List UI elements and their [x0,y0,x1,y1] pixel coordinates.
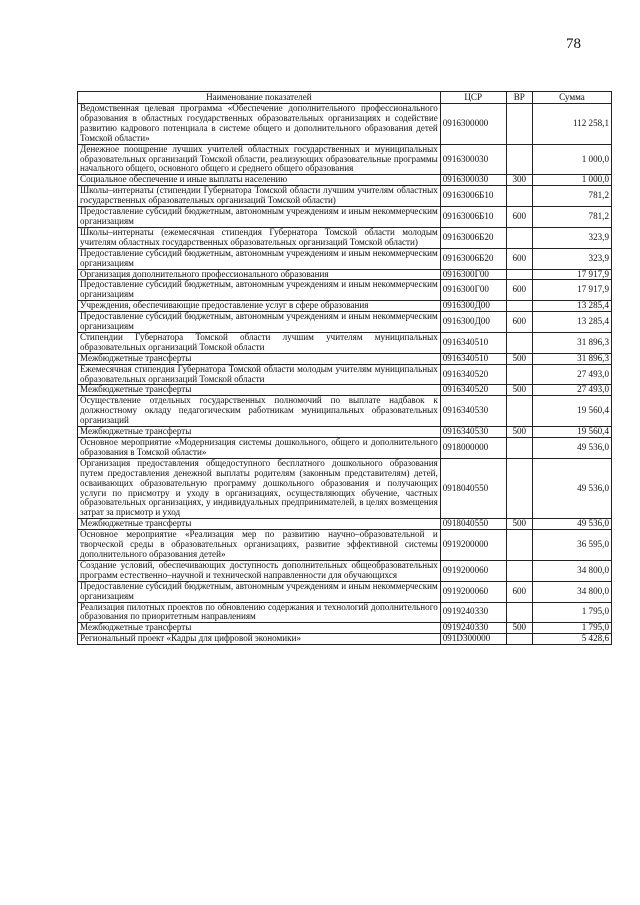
table-row [78,332,612,353]
row-vr-cell: 500 [506,623,532,634]
row-name-cell: Предоставление субсидий бюджетным, автономным учреждениям и иным некоммерческим организациям [78,207,441,228]
row-csr-cell: 0918040550 [440,458,506,518]
row-vr-cell [506,364,532,385]
row-name-cell: Межбюджетные трансферты [78,353,441,364]
row-vr-cell: 600 [506,207,532,228]
row-csr-cell: 09163006Б10 [440,207,506,228]
row-csr-cell: 0916300000 [440,104,506,145]
row-sum-cell: 27 493,0 [532,385,611,396]
row-name-cell: Учреждения, обеспечивающие предоставление услуг в сфере образования [78,301,441,312]
row-sum-cell: 31 896,3 [532,353,611,364]
row-sum-cell: 323,9 [532,248,611,269]
row-vr-cell [506,560,532,581]
row-sum-cell: 781,2 [532,186,611,207]
table-row [78,144,612,175]
table-row [78,581,612,602]
row-vr-cell [506,227,532,248]
row-vr-cell [506,144,532,175]
table-row [78,602,612,623]
row-sum-cell: 323,9 [532,227,611,248]
row-vr-cell [506,301,532,312]
row-sum-cell: 112 258,1 [532,104,611,145]
row-name-cell: Ведомственная целевая программа «Обеспечение дополнительного профессионального образования в областных государственных образовательных организациях и содействие развитию кадрового потенциала в системе общего и дополнительного образования детей Томской области» [78,104,441,145]
table-header-row [78,92,612,104]
row-csr-cell: 0916340530 [440,396,506,427]
header-vr: ВР [506,92,532,104]
row-csr-cell: 0919200060 [440,581,506,602]
row-sum-cell: 781,2 [532,207,611,228]
row-sum-cell: 34 800,0 [532,560,611,581]
row-csr-cell: 0916340510 [440,332,506,353]
row-vr-cell: 500 [506,353,532,364]
table-row [78,427,612,438]
row-name-cell: Межбюджетные трансферты [78,623,441,634]
table-row [78,396,612,427]
row-name-cell: Ежемесячная стипендия Губернатора Томской области молодым учителям муниципальных образовательных организаций Томской области [78,364,441,385]
row-vr-cell: 300 [506,175,532,186]
table-row [78,207,612,228]
row-csr-cell: 0918000000 [440,438,506,459]
table-row [78,438,612,459]
row-vr-cell [506,530,532,561]
table-row [78,458,612,518]
row-vr-cell [506,186,532,207]
row-sum-cell: 1 795,0 [532,623,611,634]
row-sum-cell: 19 560,4 [532,396,611,427]
row-sum-cell: 13 285,4 [532,312,611,333]
row-name-cell: Осуществление отдельных государственных полномочий по выплате надбавок к должностному окладу педагогическим работникам муниципальных образовательных организаций [78,396,441,427]
table-row [78,519,612,530]
row-csr-cell: 091D300000 [440,634,506,645]
table-row [78,560,612,581]
table-row [78,227,612,248]
row-name-cell: Школы–интернаты (стипендии Губернатора Томской области лучшим учителям областных государственных образовательных организаций Томской области) [78,186,441,207]
row-vr-cell [506,104,532,145]
page-number: 78 [566,36,581,52]
table-row [78,385,612,396]
row-csr-cell: 0916340520 [440,385,506,396]
row-vr-cell [506,458,532,518]
table-row [78,353,612,364]
budget-table [77,91,612,645]
row-vr-cell [506,634,532,645]
row-sum-cell: 17 917,9 [532,280,611,301]
row-vr-cell [506,438,532,459]
row-name-cell: Организация предоставления общедоступного бесплатного дошкольного образования путем предоставления денежной выплаты родителям (законным представителям) детей, осваивающих образовательную программу дошкольного образования и получающих услуги по присмотру и уходу в организациях, осуществляющих обучение, частных образовательных организациях, у индивидуальных предпринимателей, в целях возмещения затрат за присмотр и уход [78,458,441,518]
row-csr-cell: 09163006Б20 [440,227,506,248]
row-name-cell: Школы–интернаты (ежемесячная стипендия Губернатора Томской области молодым учителям областных государственных образовательных организаций Томской области) [78,227,441,248]
row-csr-cell: 0919240330 [440,623,506,634]
table-row [78,104,612,145]
row-name-cell: Основное мероприятие «Модернизация системы дошкольного, общего и дополнительного образования в Томской области» [78,438,441,459]
row-name-cell: Предоставление субсидий бюджетным, автономным учреждениям и иным некоммерческим организациям [78,280,441,301]
table-row [78,301,612,312]
row-csr-cell: 0919200060 [440,560,506,581]
row-csr-cell: 0916300030 [440,144,506,175]
table-row [78,248,612,269]
row-vr-cell: 500 [506,385,532,396]
row-sum-cell: 17 917,9 [532,269,611,280]
row-csr-cell: 0916300Г00 [440,280,506,301]
row-sum-cell: 34 800,0 [532,581,611,602]
row-sum-cell: 13 285,4 [532,301,611,312]
table-row [78,623,612,634]
row-csr-cell: 09163006Б10 [440,186,506,207]
row-csr-cell: 0919240330 [440,602,506,623]
row-name-cell: Региональный проект «Кадры для цифровой экономики» [78,634,441,645]
row-name-cell: Предоставление субсидий бюджетным, автономным учреждениям и иным некоммерческим организациям [78,581,441,602]
table-body [78,104,612,645]
row-csr-cell: 0916340530 [440,427,506,438]
row-name-cell: Создание условий, обеспечивающих доступность дополнительных общеобразовательных программ естественно–научной и технической направленности для обучающихся [78,560,441,581]
row-csr-cell: 0918040550 [440,519,506,530]
row-vr-cell [506,602,532,623]
row-vr-cell: 500 [506,519,532,530]
row-vr-cell: 600 [506,312,532,333]
row-sum-cell: 27 493,0 [532,364,611,385]
row-sum-cell: 5 428,6 [532,634,611,645]
table-row [78,269,612,280]
row-csr-cell: 0916300Д00 [440,301,506,312]
row-vr-cell [506,269,532,280]
row-sum-cell: 1 795,0 [532,602,611,623]
table-row [78,280,612,301]
row-vr-cell: 600 [506,248,532,269]
row-name-cell: Межбюджетные трансферты [78,385,441,396]
row-vr-cell [506,396,532,427]
row-csr-cell: 0916340510 [440,353,506,364]
row-name-cell: Предоставление субсидий бюджетным, автономным учреждениям и иным некоммерческим организациям [78,312,441,333]
header-sum: Сумма [532,92,611,104]
row-csr-cell: 0916300Д00 [440,312,506,333]
row-sum-cell: 49 536,0 [532,438,611,459]
row-sum-cell: 36 595,0 [532,530,611,561]
table-row [78,186,612,207]
row-name-cell: Предоставление субсидий бюджетным, автономным учреждениям и иным некоммерческим организациям [78,248,441,269]
header-csr: ЦСР [440,92,506,104]
table-row [78,175,612,186]
row-csr-cell: 0919200000 [440,530,506,561]
row-csr-cell: 0916300030 [440,175,506,186]
row-name-cell: Стипендии Губернатора Томской области лучшим учителям муниципальных образовательных организаций Томской области [78,332,441,353]
header-name: Наименование показателей [78,92,441,104]
row-name-cell: Реализация пилотных проектов по обновлению содержания и технологий дополнительного образования по приоритетным направлениям [78,602,441,623]
row-name-cell: Основное мероприятие «Реализация мер по развитию научно–образовательной и творческой среды в образовательных организациях, развитие эффективной системы дополнительного образования детей» [78,530,441,561]
row-vr-cell [506,332,532,353]
table-row [78,364,612,385]
row-vr-cell: 500 [506,427,532,438]
row-vr-cell: 600 [506,581,532,602]
row-sum-cell: 1 000,0 [532,144,611,175]
table-row [78,634,612,645]
row-sum-cell: 31 896,3 [532,332,611,353]
row-name-cell: Денежное поощрение лучших учителей областных государственных и муниципальных образовательных организаций Томской области, реализующих образовательные программы начального общего, основного общего и среднего общего образования [78,144,441,175]
row-sum-cell: 49 536,0 [532,519,611,530]
row-csr-cell: 09163006Б20 [440,248,506,269]
row-sum-cell: 19 560,4 [532,427,611,438]
row-name-cell: Межбюджетные трансферты [78,427,441,438]
row-sum-cell: 1 000,0 [532,175,611,186]
row-vr-cell: 600 [506,280,532,301]
row-name-cell: Межбюджетные трансферты [78,519,441,530]
table-row [78,312,612,333]
row-name-cell: Социальное обеспечение и иные выплаты населению [78,175,441,186]
row-csr-cell: 0916300Г00 [440,269,506,280]
table-row [78,530,612,561]
row-csr-cell: 0916340520 [440,364,506,385]
row-name-cell: Организация дополнительного профессионального образования [78,269,441,280]
row-sum-cell: 49 536,0 [532,458,611,518]
